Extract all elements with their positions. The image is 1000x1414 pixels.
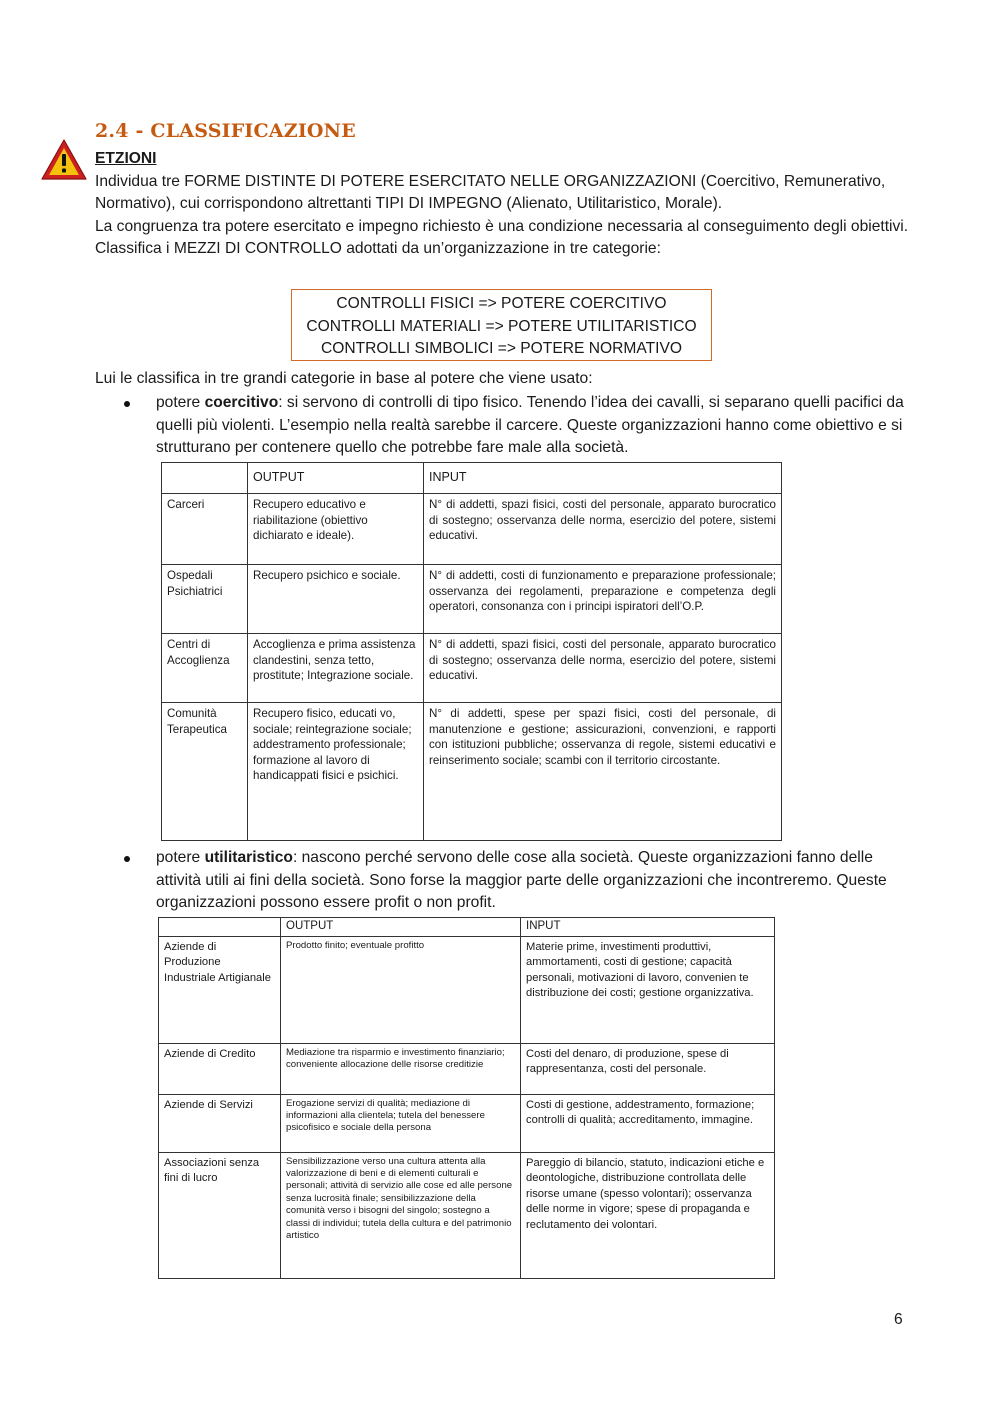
bullet-utilitarian-keyword: utilitaristico — [204, 849, 293, 866]
output-cell: Prodotto finito; eventuale profitto — [281, 936, 521, 1043]
table-row — [162, 565, 782, 634]
coercive-organizations-table — [161, 462, 782, 841]
input-cell: Costi di gestione, addestramento, formazione; controlli di qualità; accreditamento, immagine. — [521, 1094, 775, 1152]
section-subtitle: ETZIONI — [95, 150, 157, 167]
output-cell: Recupero fisico, educati vo, sociale; reintegrazione sociale; addestramento professionale; formazione al lavoro di handicappati fisici e psichici. — [248, 703, 424, 841]
intro-text — [95, 148, 915, 261]
input-cell: N° di addetti, spazi fisici, costi del personale, apparato burocratico di sostegno; osservanza delle norma, esercizio del potere, sistemi educativi. — [424, 494, 782, 565]
header-cell — [159, 918, 281, 937]
row-label: Aziende di Produzione Industriale Artigianale — [159, 936, 281, 1043]
header-cell — [162, 463, 248, 494]
output-cell: Mediazione tra risparmio e investimento finanziario; conveniente allocazione delle risorse creditizie — [281, 1043, 521, 1094]
row-label: Aziende di Servizi — [159, 1094, 281, 1152]
warning-triangle-icon — [40, 138, 88, 182]
output-cell: Recupero educativo e riabilitazione (obiettivo dichiarato e ideale). — [248, 494, 424, 565]
output-cell: Accoglienza e prima assistenza clandestini, senza tetto, prostitute; Integrazione sociale. — [248, 634, 424, 703]
bullet-icon — [124, 401, 130, 407]
row-label: Carceri — [162, 494, 248, 565]
input-cell: N° di addetti, spazi fisici, costi del personale, apparato burocratico di sostegno; osservanza delle norma, esercizio del potere, sistemi educativi. — [424, 634, 782, 703]
table-row — [159, 1152, 775, 1278]
controls-box — [291, 289, 712, 361]
utilitarian-organizations-table — [158, 917, 775, 1279]
bullet-icon — [124, 856, 130, 862]
row-label: Centri di Accoglienza — [162, 634, 248, 703]
bullet-coercive-text: potere coercitivo: si servono di controlli di tipo fisico. Tenendo l’idea dei cavalli, si separano quelli pacifici da quelli più violenti. L’esempio nella realtà sarebbe il carcere. Queste organizzazioni hanno come obiettivo e si strutturano per contenere quello che potrebbe fare male alla società. — [156, 394, 904, 457]
paragraph-1: Individua tre FORME DISTINTE DI POTERE ESERCITATO NELLE ORGANIZZAZIONI (Coercitivo, Remunerativo, Normativo), cui corrispondono altrettanti TIPI DI IMPEGNO (Alienato, Utilitaristico, Morale). — [95, 172, 886, 213]
input-cell: N° di addetti, costi di funzionamento e preparazione professionale; osservanza dei regolamenti, preparazione e competenza degli operatori, consonanza con i principi ispiratori dell’O.P. — [424, 565, 782, 634]
input-cell: Pareggio di bilancio, statuto, indicazioni etiche e deontologiche, distribuzione controllata delle risorse umane (spesso volontari); osservanza delle norme in vigore; spese di propaganda e reclutamento dei volontari. — [521, 1152, 775, 1278]
table-row — [162, 703, 782, 841]
box-line-material: CONTROLLI MATERIALI => POTERE UTILITARISTICO — [306, 317, 697, 335]
header-cell: INPUT — [521, 918, 775, 937]
table-header-row — [162, 463, 782, 494]
table-row — [159, 936, 775, 1043]
box-line-physical: CONTROLLI FISICI => POTERE COERCITIVO — [336, 295, 667, 312]
bullet-coercive — [128, 392, 908, 460]
table-header-row — [159, 918, 775, 937]
intro-line: Lui le classifica in tre grandi categorie in base al potere che viene usato: — [95, 370, 593, 387]
bullet-utilitarian — [128, 847, 908, 915]
input-cell: N° di addetti, spese per spazi fisici, costi del personale, di manutenzione e gestione; assicurazioni, convenzioni, e rapporti con istituzioni pubbliche; osservanza di regole, sistemi educativi e reinserimento sociale; scambi con il territorio circostante. — [424, 703, 782, 841]
page-number: 6 — [894, 1311, 903, 1328]
bullet-coercive-keyword: coercitivo — [204, 394, 279, 411]
header-cell: INPUT — [424, 463, 782, 494]
input-cell: Costi del denaro, di produzione, spese di rappresentanza, costi del personale. — [521, 1043, 775, 1094]
output-cell: Recupero psichico e sociale. — [248, 565, 424, 634]
paragraph-2: La congruenza tra potere esercitato e impegno richiesto è una condizione necessaria al conseguimento degli obiettivi. — [95, 217, 909, 235]
table-row — [162, 634, 782, 703]
row-label: Aziende di Credito — [159, 1043, 281, 1094]
table-row — [159, 1043, 775, 1094]
row-label: Ospedali Psichiatrici — [162, 565, 248, 634]
paragraph-3: Classifica i MEZZI DI CONTROLLO adottati da un’organizzazione in tre categorie: — [95, 240, 661, 258]
section-title: 2.4 - CLASSIFICAZIONE — [95, 120, 356, 142]
row-label: Comunità Terapeutica — [162, 703, 248, 841]
box-line-symbolic: CONTROLLI SIMBOLICI => POTERE NORMATIVO — [320, 340, 683, 358]
bullet-utilitarian-text: potere utilitaristico: nascono perché servono delle cose alla società. Queste organizzazioni fanno delle attività utili ai fini della società. Sono forse la maggior parte delle organizzazioni che incontreremo. Queste organizzazioni possono essere profit o non profit. — [156, 849, 887, 912]
output-cell: Sensibilizzazione verso una cultura attenta alla valorizzazione di beni e di elementi culturali e personali; attività di servizio alle cose ed alle persone senza lucrosità finale; sensibilizzazione della comunità verso i bisogni del singolo; sostegno a classi di individui; tutela della cultura e del patrimonio artistico — [281, 1152, 521, 1278]
table-row — [162, 494, 782, 565]
header-cell: OUTPUT — [248, 463, 424, 494]
input-cell: Materie prime, investimenti produttivi, ammortamenti, costi di gestione; capacità personali, motivazioni di lavoro, convenien te distribuzione dei costi; gestione organizzativa. — [521, 936, 775, 1043]
row-label: Associazioni senza fini di lucro — [159, 1152, 281, 1278]
output-cell: Erogazione servizi di qualità; mediazione di informazioni alla clientela; tutela del benessere psicofisico e sociale della persona — [281, 1094, 521, 1152]
header-cell: OUTPUT — [281, 918, 521, 937]
table-row — [159, 1094, 775, 1152]
